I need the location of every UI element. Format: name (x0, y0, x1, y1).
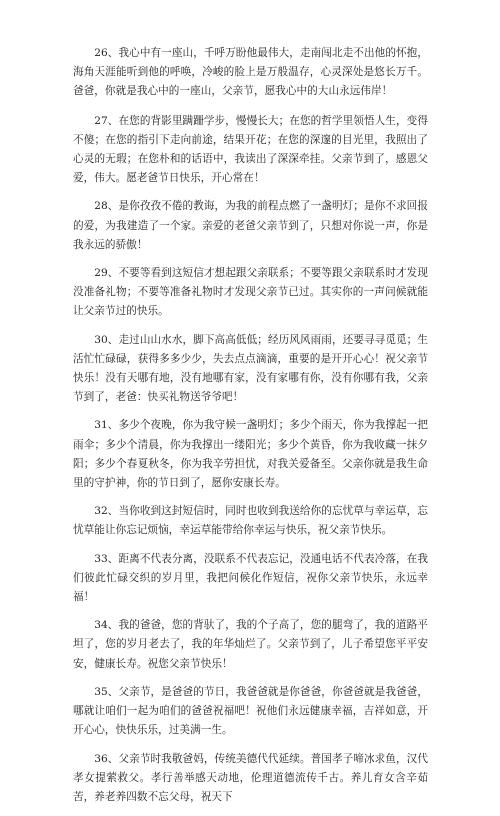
paragraph-26: 26、我心中有一座山，千呼万盼他最伟大，走南闯北走不出他的怀抱，海角天涯能听到他的呼唤，冷峻的脸上是万般温存，心灵深处是悠长万千。爸爸，你就是我心中的一座山，父亲节，愿我心中的大山永远伟岸！ (73, 47, 428, 98)
paragraph-28: 28、是你孜孜不倦的教诲，为我的前程点燃了一盏明灯；是你不求回报的爱，为我建造了一个家。亲爱的老爸父亲节到了，只想对你说一声，你是我永远的骄傲！ (73, 200, 428, 251)
paragraph-32: 32、当你收到这封短信时，同时也收到我送给你的忘忧草与幸运草，忘忧草能让你忘记烦恼，幸运草能带给你幸运与快乐，祝父亲节快乐。 (73, 505, 428, 537)
paragraph-33: 33、距离不代表分离，没联系不代表忘记，没通电话不代表冷落，在我们彼此忙碌交织的岁月里，我把问候化作短信，祝你父亲节快乐，永远幸福！ (73, 552, 428, 604)
paragraph-29: 29、不要等看到这短信才想起跟父亲联系；不要等跟父亲联系时才发现没准备礼物；不要等准备礼物时才发现父亲节已过。其实你的一声问候就能让父亲节过的快乐。 (73, 267, 428, 318)
paragraph-30: 30、走过山山水水，脚下高高低低；经历风风雨雨，还要寻寻觅觅；生活忙忙碌碌，获得多多少少，失去点点滴滴，重要的是开开心心！祝父亲节快乐！没有天哪有地，没有地哪有家，没有家哪有你，没有你哪有我，父亲节到了，老爸：快买礼物送爷爷吧！ (73, 333, 428, 404)
paragraph-27: 27、在您的背影里蹒跚学步，慢慢长大；在您的哲学里领悟人生，变得不傻；在您的指引下走向前途，结果开花；在您的深邃的目光里，我照出了心灵的无瑕；在您朴和的话语中，我读出了深深牵挂。父亲节到了，感恩父爱，伟大。愿老爸节日快乐，开心常在！ (73, 114, 428, 185)
paragraph-35: 35、父亲节，是爸爸的节日，我爸爸就是你爸爸，你爸爸就是我爸爸，哪就让咱们一起为咱们的爸爸祝福吧！祝他们永远健康幸福，吉祥如意，开开心心，快快乐乐，过美满一生。 (73, 685, 428, 737)
paragraph-34: 34、我的爸爸，您的背驮了，我的个子高了，您的腿弯了，我的道路平坦了，您的岁月老去了，我的年华灿烂了。父亲节到了，儿子希望您平平安安，健康长寿。祝您父亲节快乐！ (73, 619, 428, 670)
document-body (73, 44, 428, 816)
paragraph-31: 31、多少个夜晚，你为我守候一盏明灯；多少个雨天，你为我撑起一把雨伞；多少个清晨，你为我撑出一缕阳光；多少个黄昏，你为我收藏一抹夕阳；多少个春夏秋冬，你为我辛劳担忧，对我关爱备至。父亲你就是我生命里的守护神，你的节日到了，愿你安康长寿。 (73, 419, 428, 490)
paragraph-36: 36、父亲节时我敬爸妈，传统美德代代延续。普国孝子啼冰求鱼，汉代孝女提萦救父。孝行善举感天动地，伦理道德流传千古。养儿育女含辛茹苦，养老养四数不忘父母，祝天下 (73, 752, 428, 803)
